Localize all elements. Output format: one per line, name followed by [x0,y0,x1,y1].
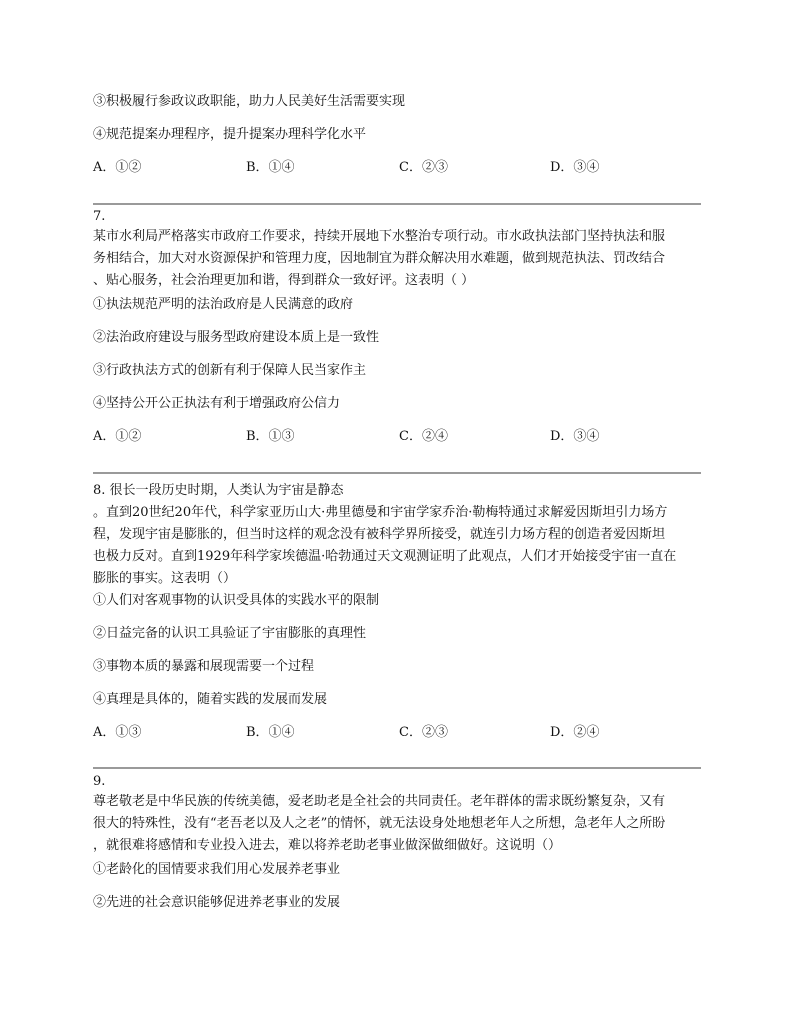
question-divider [93,203,701,205]
question-divider [93,472,701,474]
q7-option-a[interactable]: A．①② [93,429,142,444]
q8-stem-line: 膨胀的事实。这表明（） [93,571,237,586]
q7-stem-line: 务相结合，加大对水资源保护和管理力度，因地制宜为群众解决用水难题，做到规范执法、罚改结合 [93,251,666,266]
q8-option-c[interactable]: C．②③ [399,725,448,740]
q7-item-2: ②法治政府建设与服务型政府建设本质上是一致性 [93,330,380,345]
q7-stem [93,226,701,292]
q7-option-d[interactable]: D．③④ [550,429,600,444]
q6-option-c[interactable]: C．②③ [399,160,448,175]
q7-item-1: ①执法规范严明的法治政府是人民满意的政府 [93,297,354,312]
q8-stem-line: 8. 很长一段历史时期，人类认为宇宙是静态 [93,483,344,498]
q7-stem-line: 、贴心服务，社会治理更加和谐，得到群众一致好评。这表明（ ） [93,273,475,288]
q8-option-a[interactable]: A．①③ [93,725,142,740]
q8-stem-line: 。直到20世纪20年代，科学家亚历山大·弗里德曼和宇宙学家乔治·勒梅特通过求解爱因斯坦引力场方 [93,505,668,520]
q8-stem-line: 也极力反对。直到1929年科学家埃德温·哈勃通过天文观测证明了此观点，人们才开始接受宇宙一直在 [93,549,677,564]
q6-item-3: ③积极履行参政议政职能，助力人民美好生活需要实现 [93,94,406,109]
question-divider [93,767,701,769]
q8-stem [93,480,701,590]
q7-stem-line: 某市水利局严格落实市政府工作要求，持续开展地下水整治专项行动。市水政执法部门坚持执法和服 [93,229,666,244]
q9-number: 9. [93,774,106,789]
q8-option-d[interactable]: D．②④ [550,725,600,740]
q9-stem-line: 尊老敬老是中华民族的传统美德，爱老助老是全社会的共同责任。老年群体的需求既纷繁复杂，又有 [93,794,666,809]
q9-stem-line: ，就很难将感情和专业投入进去，难以将养老助老事业做深做细做好。这说明（） [93,838,562,853]
q8-item-2: ②日益完备的认识工具验证了宇宙膨胀的真理性 [93,626,367,641]
q9-item-1: ①老龄化的国情要求我们用心发展养老事业 [93,862,341,877]
q6-item-4: ④规范提案办理程序，提升提案办理科学化水平 [93,127,367,142]
q8-item-4: ④真理是具体的，随着实践的发展而发展 [93,692,328,707]
q8-item-3: ③事物本质的暴露和展现需要一个过程 [93,659,315,674]
q6-option-a[interactable]: A．①② [93,160,142,175]
q8-item-1: ①人们对客观事物的认识受具体的实践水平的限制 [93,593,380,608]
q7-item-3: ③行政执法方式的创新有利于保障人民当家作主 [93,363,367,378]
q7-item-4: ④坚持公开公正执法有利于增强政府公信力 [93,396,341,411]
q9-stem [93,791,701,857]
q9-stem-line: 很大的特殊性，没有“老吾老以及人之老”的情怀，就无法设身处地想老年人之所想，急老年人之所盼 [93,816,666,831]
q7-option-b[interactable]: B．①③ [246,429,295,444]
q7-option-c[interactable]: C．②④ [399,429,448,444]
q8-stem-line: 程，发现宇宙是膨胀的，但当时这样的观念没有被科学界所接受，就连引力场方程的创造者爱因斯坦 [93,527,666,542]
q9-item-2: ②先进的社会意识能够促进养老事业的发展 [93,895,341,910]
q7-number: 7. [93,209,106,224]
q6-option-b[interactable]: B．①④ [246,160,295,175]
q6-option-d[interactable]: D．③④ [550,160,600,175]
q8-option-b[interactable]: B．①④ [246,725,295,740]
